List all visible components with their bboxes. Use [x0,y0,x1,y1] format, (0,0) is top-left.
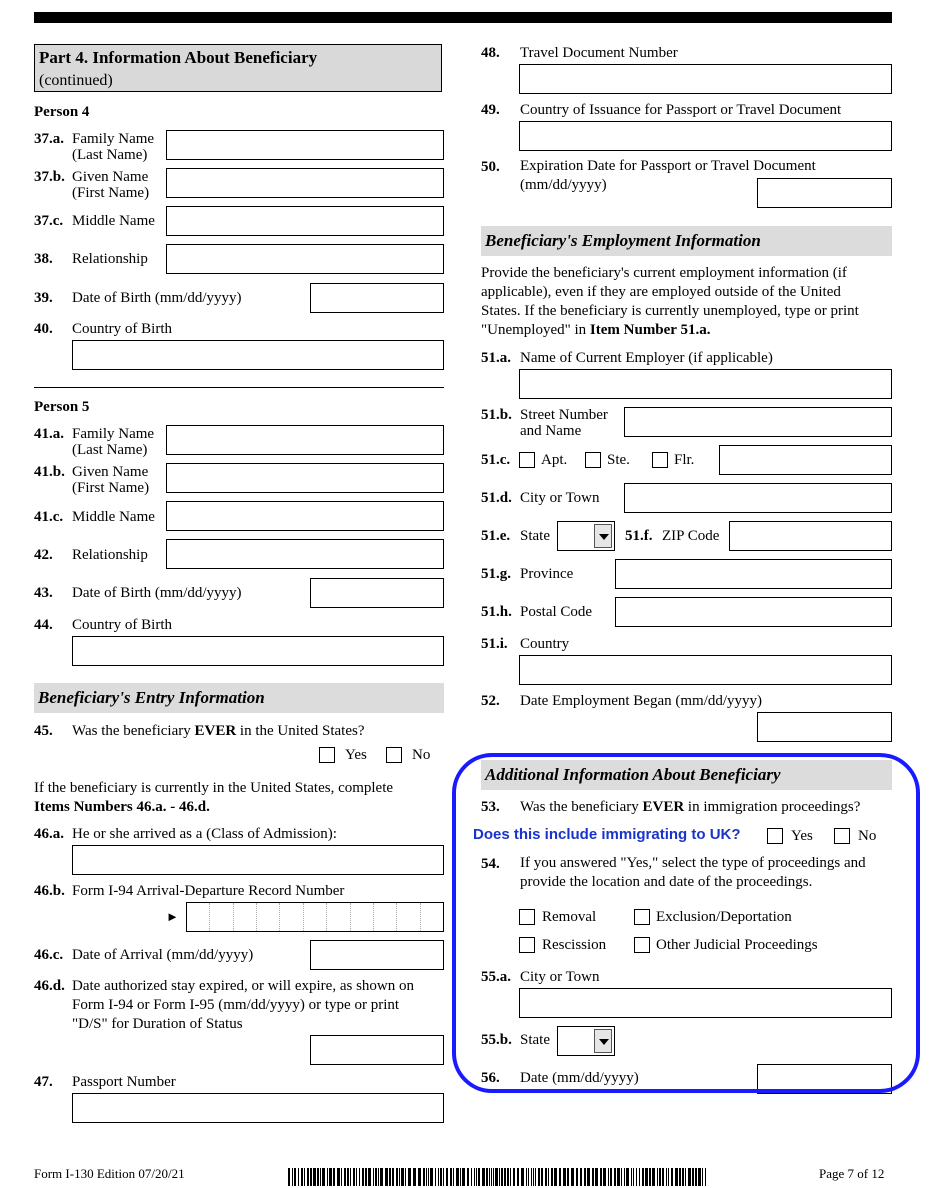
item-number: 56. [481,1070,500,1086]
given-name-input-4[interactable] [166,168,444,198]
province-input[interactable] [615,559,892,589]
field-label: Province [520,566,574,582]
annotation-comment: Does this include immigrating to UK? [473,826,741,843]
chevron-down-icon[interactable] [594,524,612,548]
street-input[interactable] [624,407,892,437]
form-edition: Form I-130 Edition 07/20/21 [34,1166,185,1181]
item-number: 54. [481,856,500,872]
field-label: Country of Issuance for Passport or Travel Document [520,102,842,118]
country-of-birth-input-4[interactable] [72,340,444,370]
field-label: (First Name) [72,480,150,496]
item-number: 47. [34,1074,53,1090]
ste-label: Ste. [607,452,630,468]
item-number: 41.b. [34,464,65,480]
item-number: 49. [481,102,500,118]
field-label: Given Name [72,464,149,480]
field-label: Country of Birth [72,321,172,337]
rescission-label: Rescission [542,937,607,953]
item-number: 46.b. [34,883,65,899]
item-number: 52. [481,693,500,709]
field-label: City or Town [520,969,600,985]
field-label: ZIP Code [662,528,720,544]
entry-section-heading: Beneficiary's Entry Information [34,683,444,713]
relationship-input-5[interactable] [166,539,444,569]
part-header [34,44,442,92]
field-label: Travel Document Number [520,45,678,61]
date-of-arrival-input[interactable] [310,940,444,970]
date-of-birth-input-5[interactable] [310,578,444,608]
ste-checkbox[interactable] [585,452,601,468]
field-label: Form I-94 Arrival-Departure Record Number [72,883,345,899]
expiration-date-input[interactable] [757,178,892,208]
flr-checkbox[interactable] [652,452,668,468]
field-label: Postal Code [520,604,593,620]
item-number: 37.c. [34,213,64,229]
field-label: Middle Name [72,509,155,525]
item-number: 45. [34,723,53,739]
field-label: Given Name [72,169,149,185]
field-label: and Name [520,423,582,439]
field-label: Date of Arrival (mm/dd/yyyy) [72,947,254,963]
barcode-icon [288,1168,706,1186]
field-label: (Last Name) [72,442,148,458]
field-label: Passport Number [72,1074,176,1090]
item-number: 51.h. [481,604,512,620]
relationship-input-4[interactable] [166,244,444,274]
field-label: If you answered "Yes," select the type of proceedings and provide the location and date of the proceedings. [520,855,866,890]
family-name-input-4[interactable] [166,130,444,160]
item-number: 42. [34,547,53,563]
item-number: 51.a. [481,350,511,366]
postal-code-input[interactable] [615,597,892,627]
no-label: No [412,747,431,763]
authorized-stay-input[interactable] [310,1035,444,1065]
item-number: 39. [34,290,53,306]
item-number: 46.a. [34,826,64,842]
travel-document-input[interactable] [519,64,892,94]
divider [34,387,444,388]
field-label: Relationship [72,251,148,267]
item-number: 51.f. [625,528,653,544]
family-name-input-5[interactable] [166,425,444,455]
field-label: Date Employment Began (mm/dd/yyyy) [520,693,763,709]
page-number: Page 7 of 12 [819,1166,885,1181]
field-label: Date of Birth (mm/dd/yyyy) [72,290,242,306]
item-number: 51.b. [481,407,512,423]
item-number: 55.a. [481,969,511,985]
top-rule [34,12,892,23]
apt-checkbox[interactable] [519,452,535,468]
annotation-highlight [452,753,920,1093]
field-label: State [520,528,550,544]
state-select[interactable] [557,521,615,551]
field-label: Relationship [72,547,148,563]
employment-section-heading: Beneficiary's Employment Information [481,226,892,256]
item-number: 51.d. [481,490,512,506]
field-label: He or she arrived as a (Class of Admission): [72,826,337,842]
arrow-icon: ► [166,909,179,924]
item-number: 51.i. [481,636,508,652]
class-of-admission-input[interactable] [72,845,444,875]
item-number: 43. [34,585,53,601]
item-number: 38. [34,251,53,267]
field-label: (Last Name) [72,147,148,163]
zip-code-input[interactable] [729,521,892,551]
given-name-input-5[interactable] [166,463,444,493]
middle-name-input-4[interactable] [166,206,444,236]
item-number: 41.c. [34,509,64,525]
exclusion-label: Exclusion/Deportation [656,909,792,925]
field-label: (First Name) [72,185,150,201]
item-number: 51.e. [481,528,511,544]
field-label: Expiration Date for Passport or Travel Document (mm/dd/yyyy) [520,158,816,193]
item-number: 53. [481,799,500,815]
item-number: 44. [34,617,53,633]
no-label: No [858,828,877,844]
middle-name-input-5[interactable] [166,501,444,531]
entry-note: If the beneficiary is currently in the United States, complete Items Numbers 46.a. - 46.d. [34,780,394,815]
part-title: Part 4. Information About Beneficiary [39,48,318,67]
question-53: Was the beneficiary EVER in immigration proceedings? [520,799,861,815]
apt-label: Apt. [541,452,568,468]
employment-began-input[interactable] [757,712,892,742]
item-number: 41.a. [34,426,64,442]
person4-heading: Person 4 [34,104,90,120]
item-number: 55.b. [481,1032,512,1048]
removal-label: Removal [542,909,597,925]
field-label: Country of Birth [72,617,172,633]
field-label: Name of Current Employer (if applicable) [520,350,773,366]
item-number: 50. [481,159,500,175]
item-number: 51.g. [481,566,511,582]
item-number: 48. [481,45,500,61]
employer-city-input[interactable] [624,483,892,513]
flr-label: Flr. [674,452,695,468]
field-label: Date (mm/dd/yyyy) [520,1070,639,1086]
country-of-issuance-input[interactable] [519,121,892,151]
field-label: Country [520,636,570,652]
item-number: 51.c. [481,452,511,468]
field-label: Family Name [72,131,155,147]
item-number: 46.c. [34,947,64,963]
yes-label: Yes [345,747,367,763]
person5-heading: Person 5 [34,399,90,415]
item-number: 46.d. [34,978,65,994]
field-label: Date authorized stay expired, or will expire, as shown on Form I-94 or Form I-95 (mm/dd/yyyy) or type or print "D/S" for Duration of Status [72,978,414,1032]
yes-label: Yes [791,828,813,844]
field-label: Street Number [520,407,608,423]
unit-number-input[interactable] [719,445,892,475]
yes-checkbox-45[interactable] [319,747,335,763]
item-number: 40. [34,321,53,337]
passport-number-input[interactable] [72,1093,444,1123]
employer-country-input[interactable] [519,655,892,685]
part-subtitle: (continued) [39,72,113,89]
item-number: 37.a. [34,131,64,147]
date-of-birth-input-4[interactable] [310,283,444,313]
other-proceedings-label: Other Judicial Proceedings [656,937,818,953]
question-45: Was the beneficiary EVER in the United States? [72,723,365,739]
additional-section-heading: Additional Information About Beneficiary [481,760,892,790]
employment-note: Provide the beneficiary's current employment information (if applicable), even if they are employed outside of the United States. If the beneficiary is currently unemployed, type or print "Unemployed" in Item Number 51.a. [481,265,859,338]
item-number: 37.b. [34,169,65,185]
employer-name-input[interactable] [519,369,892,399]
no-checkbox-45[interactable] [386,747,402,763]
field-label: Family Name [72,426,155,442]
field-label: City or Town [520,490,600,506]
country-of-birth-input-5[interactable] [72,636,444,666]
field-label: Date of Birth (mm/dd/yyyy) [72,585,242,601]
i94-number-input[interactable] [186,902,444,932]
field-label: Middle Name [72,213,155,229]
field-label: State [520,1032,550,1048]
